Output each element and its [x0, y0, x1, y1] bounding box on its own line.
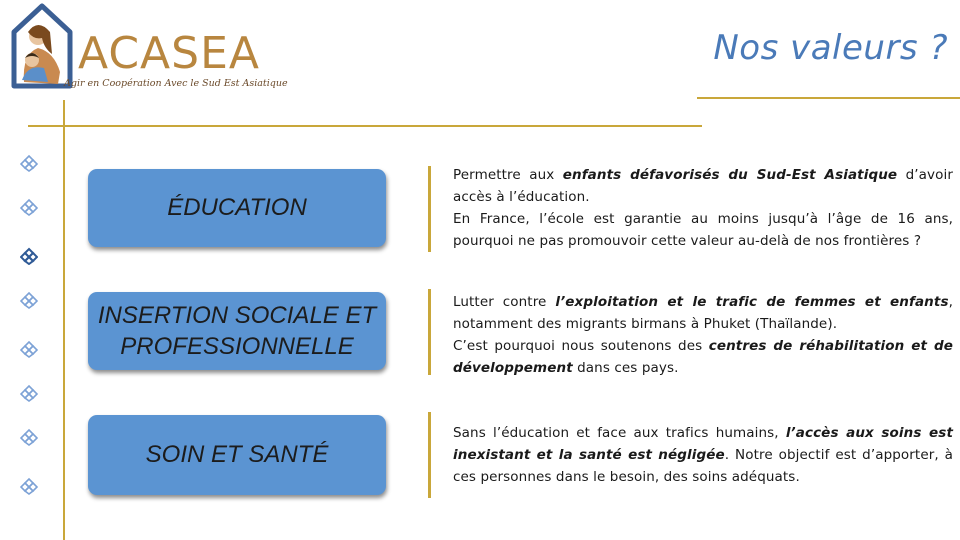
emphasized-text: centres de réhabilitation et de développement	[453, 338, 953, 376]
title-underline	[697, 97, 960, 99]
description-text: , notamment des migrants birmans à Phuket (Thaïlande).	[453, 294, 953, 332]
diamond-bullet-icon	[20, 154, 38, 172]
emphasized-text: enfants défavorisés du Sud-Est Asiatique	[562, 167, 898, 183]
value-label-sante: SOIN ET SANTÉ	[145, 441, 329, 469]
diamond-bullet-icon	[20, 477, 38, 495]
description-text: C’est pourquoi nous soutenons des	[453, 338, 709, 354]
emphasized-text: l’accès aux soins est inexistant et la santé est négligée	[453, 425, 953, 463]
left-vertical-divider	[63, 100, 65, 540]
value-box-insertion	[88, 292, 386, 370]
page-title: Nos valeurs ?	[713, 28, 948, 68]
value-box-education	[88, 169, 386, 247]
row-separator	[428, 166, 431, 252]
diamond-bullet-icon	[20, 340, 38, 358]
logo-tagline: Agir en Coopération Avec le Sud Est Asiatique	[64, 78, 288, 89]
value-description-insertion	[453, 291, 953, 379]
diamond-bullet-icon	[20, 428, 38, 446]
acasea-logo	[8, 2, 288, 92]
diamond-bullet-icon	[20, 291, 38, 309]
value-description-education	[453, 164, 953, 252]
header-divider	[28, 125, 702, 127]
description-text: Sans l’éducation et face aux trafics humains,	[453, 425, 786, 441]
description-text: Lutter contre	[453, 294, 556, 310]
diamond-bullet-icon	[20, 247, 38, 265]
description-text: En France, l’école est garantie au moins jusqu’à l’âge de 16 ans, pourquoi ne pas promouvoir cette valeur au-delà de nos frontières ?	[453, 211, 953, 249]
value-description-sante	[453, 422, 953, 488]
value-label-education: ÉDUCATION	[167, 194, 307, 222]
description-text: d’avoir accès à l’éducation.	[453, 167, 954, 205]
description-text: Permettre aux	[453, 167, 563, 183]
value-box-sante	[88, 415, 386, 495]
diamond-bullet-icon	[20, 198, 38, 216]
description-text: dans ces pays.	[572, 360, 679, 376]
value-label-insertion: INSERTION SOCIALE ET PROFESSIONNELLE	[97, 301, 377, 360]
emphasized-text: l’exploitation et le trafic de femmes et enfants	[555, 294, 949, 310]
row-separator	[428, 412, 431, 498]
row-separator	[428, 289, 431, 375]
diamond-bullet-icon	[20, 384, 38, 402]
description-text: . Notre objectif est d’apporter, à ces personnes dans le besoin, des soins adéquats.	[453, 447, 953, 485]
logo-name: ACASEA	[78, 28, 260, 79]
